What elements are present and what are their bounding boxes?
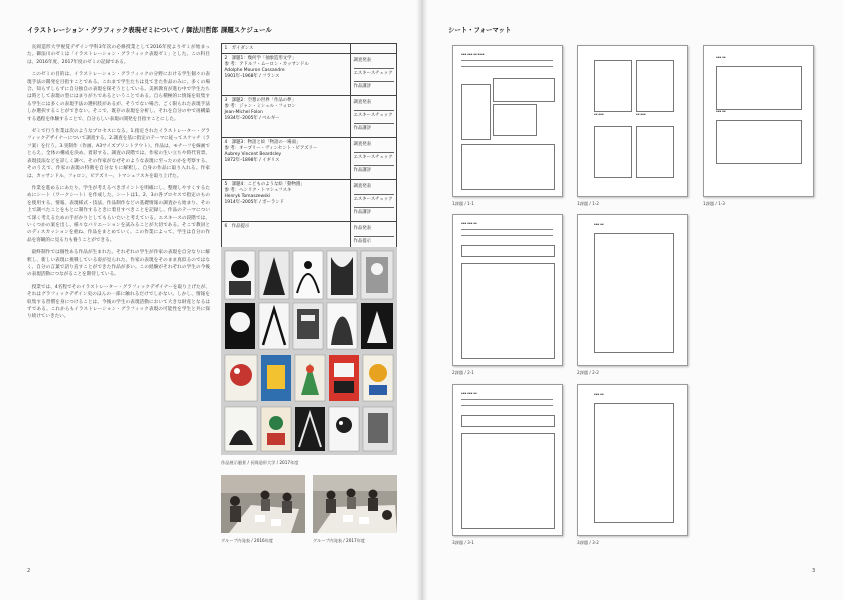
classroom-illustration [313, 475, 397, 533]
sheet-thumbnail: ▪▪▪ ▪▪ [577, 214, 688, 366]
sheet-caption: 1課題 / 1-1 [452, 201, 474, 206]
poster-wall-illustration [221, 247, 397, 455]
schedule-content: 1 ガイダンス [222, 44, 351, 54]
essay-paragraph: 作業を進めるにあたり、学生が考えるべきポイントを明確にし、整理しやすくするためにシート（ワークシート）を作成した。シートは1、2、3の各プロセスで指定のものを使用する。情報、表現様式・技法、作品制作などの基礎情報の調査から始まり、その上で調べたことをもとに制作するときに着目すべきことを記録し、作品のテーマについて深く考えるための手がかりとしてもらいたいと考えている。エスキースの段階では、いくつかの案を出し、様々なバリエーションを試みることが大切である。そこで教員とのディスカッションを重ね、作品をまとめていく。この作業によって、学生は自分の作品を客観的に見る力も養うことができる。 [27, 185, 210, 243]
schedule-number: 1 [224, 45, 228, 51]
schedule-row [222, 138, 397, 180]
essay-paragraph: このゼミの目的は、イラストレーション・グラフィックの分野における学生個々の表現手法の開発を目指すことである。これまで学生たちは見てきた作品のみに、多くの場合、知らずしらずに自分独自の表現を探そうとしている。美術教育が進む中で学生たちは時として表現の型にはまりがちであるということである。自ら積極的に情報を収集する学生には多くの表現手法の選択肢があるが、そうでない場合、ごく限られた表現手法しか選択することができない。そこで、既存の表現を分析し、それを自分の中で再構築する過程を体験することで、自分らしい表現の開発を目指すことにした。 [27, 72, 210, 122]
schedule-activities: 調査発表 エスキースチェック 作品講評 [351, 180, 397, 222]
classroom-photo-2017 [313, 475, 397, 533]
book-gutter [416, 0, 428, 600]
sheet-caption: 3課題 / 3-2 [577, 540, 599, 545]
schedule-activities: 作品発表 作品提示 [351, 222, 397, 251]
essay-paragraph: 最終制作では個性ある作品が生まれた。それぞれの学生が作家の表現を自分なりに解釈し、新しい表現に挑戦している姿が見られた。作家の表現をそのまま真似るのではなく、自分の言葉で語り直すことができた作品が多い。この経験がそれぞれの学生の今後の表現活動につながることを期待している。 [27, 250, 210, 278]
schedule-title: 課題スケジュール [221, 26, 272, 34]
sheet-thumbnail: ▪▪▪ ▪▪▪ ▪▪ ▪▪▪▪ [452, 45, 563, 197]
essay-title: イラストレーション・グラフィック表現ゼミについて / 御法川哲郎 [27, 26, 219, 34]
sheet-caption: 2課題 / 2-1 [452, 370, 474, 375]
schedule-content: 3 課題2：空想の世界「作品の夢」 参 考：ジャン・ミシェル・フォロン Jean-Michel Folon 1934年–2005年 / ベルギー [222, 96, 351, 138]
classroom-caption-2016: グループ内発表 / 2016年度 [221, 538, 274, 543]
exhibition-photo-caption: 作品展示風景 / 長岡造形大学 / 2017年度 [221, 460, 299, 465]
schedule-activities [351, 44, 397, 54]
schedule-number: 6 [224, 223, 228, 229]
schedule-number: 2 [224, 55, 228, 61]
sheet-thumbnail: ▪▪▪ ▪▪▪ ▪▪ [452, 214, 563, 366]
sheet-thumbnail: ▪▪▪ ▪▪▪ ▪▪ [452, 384, 563, 536]
essay-paragraph: ゼミで行う作業は次のようなプロセスになる。1.指定されたイラストレーター・グラフィックデザイナーについて調査する。2.調査を基に指定のテーマに従ってスケッチ（ラフ案）を行う。3.実制作（作画、A3サイズプリントアウト）。作品は、モチーフを線画でとらえ、全体の構成を決め、着彩する。調査の段階では、作家の生い立ちや時代背景、表現技法などを詳しく調べ、その作家がなぜそのような表現に至ったのかを考察する。そのうえで、作家の表現の特徴を自分なりに解釈し、自身の作品に取り入れる。作家は、カッサンドル、フォロン、ビアズリー、トマシェフスキを取り上げた。 [27, 129, 210, 179]
schedule-number: 3 [224, 97, 228, 103]
essay-paragraph: 長岡造形大学視覚デザイン学科3年次の必修授業として2016年度よりゼミが始まった。御法川のゼミは「イラストレーション・グラフィック表現ゼミ」とした。この科目は、2016年度、2017年度のゼミの記録である。 [27, 45, 210, 65]
page-number-left: 2 [27, 568, 31, 574]
schedule-content: 5 課題4：こどものような絵「動物園」 参 考：ヘンリク・トマシェフスキ Henryk Tomaszewski 1914年–2005年 / ポーランド [222, 180, 351, 222]
sheet-caption: 1課題 / 1-2 [577, 201, 599, 206]
schedule-content: 4 課題3：物語と絵「物語の一場面」 参 考：オーブリー・ヴィンセント・ビアズリー Aubrey Vincent Beardsley 1872年–1898年 / イギリス [222, 138, 351, 180]
sheet-caption: 3課題 / 3-1 [452, 540, 474, 545]
essay-paragraph: 授業では、4名程でそのイラストレーター・グラフィックデザイナーを取り上げたが、それはグラフィックデザイン史のほんの一部に触れるだけでしかない。しかし、情報を収集する習慣を身につけることは、今後の学生の表現活動において大きな財産となるはずである。これからもイラストレーション・グラフィック表現の可能性を学生と共に探り続けていきたい。 [27, 284, 210, 320]
sheet-thumbnail: ▪▪ ▪▪▪ ▪▪ ▪▪▪ [577, 45, 688, 197]
schedule-table [221, 43, 397, 251]
sheet-thumbnail: ▪▪▪ ▪▪ ▪▪▪ ▪▪ [703, 45, 814, 197]
sheet-caption: 1課題 / 1-3 [703, 201, 725, 206]
page-number-right: 3 [812, 568, 816, 574]
sheet-caption: 2課題 / 2-2 [577, 370, 599, 375]
schedule-row [222, 96, 397, 138]
sheet-thumbnail: ▪▪▪ ▪▪ [577, 384, 688, 536]
schedule-content: 2 課題1：幾何学「抽象造形文学」 参 考：アドルフ・ムーロン・カッサンドル Adolphe Mouron Cassandre 1901年–1968年 / フランス [222, 54, 351, 96]
classroom-caption-2017: グループ内発表 / 2017年度 [313, 538, 366, 543]
schedule-activities: 調査発表 エスキースチェック 作品講評 [351, 54, 397, 96]
essay-body [27, 44, 210, 326]
schedule-row [222, 44, 397, 54]
schedule-row [222, 54, 397, 96]
schedule-number: 4 [224, 139, 228, 145]
schedule-number: 5 [224, 181, 228, 187]
schedule-row [222, 180, 397, 222]
classroom-photo-2016 [221, 475, 305, 533]
schedule-content: 6 作品提示 [222, 222, 351, 251]
classroom-illustration [221, 475, 305, 533]
sheet-format-title: シート・フォーマット [448, 26, 512, 34]
schedule-activities: 調査発表 エスキースチェック 作品講評 [351, 96, 397, 138]
schedule-activities: 調査発表 エスキースチェック 作品講評 [351, 138, 397, 180]
exhibition-photo [221, 247, 397, 455]
